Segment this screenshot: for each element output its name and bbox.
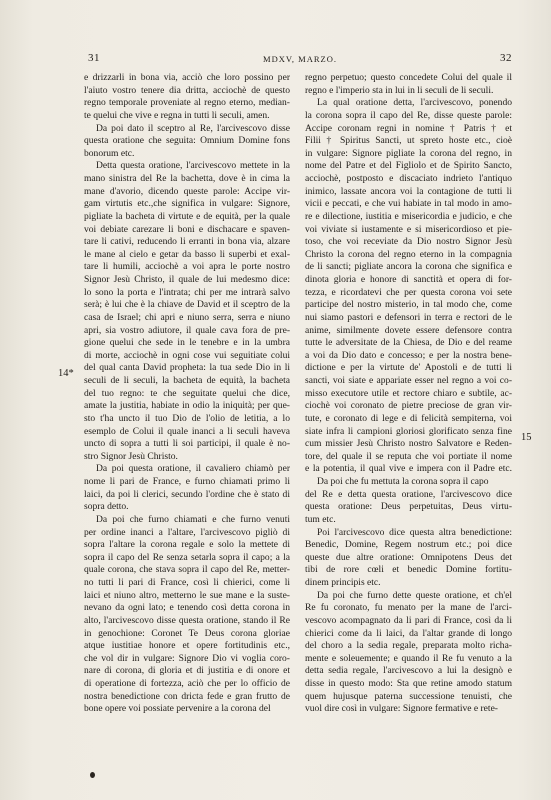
text-line: lo sono la porta e l'intrata; chi per me intrarà salvo bbox=[84, 286, 290, 298]
text-line: e drizzarli in bona via, acciò che loro possino per bbox=[84, 72, 290, 83]
text-line: mane d'avorio, dicendo queste parole: Accipe vir- bbox=[84, 185, 290, 197]
text-line: le mane al cielo e getar da basso li superbi et exal- bbox=[84, 248, 290, 260]
text-line: di operatione di fortezza, aciò che per lo officio de bbox=[84, 678, 290, 689]
text-line: pigliate la bacheta di virtute e de equità, per la quale bbox=[84, 210, 290, 222]
text-line: quale corona, che stava sopra il capo del Re, metter- bbox=[84, 564, 290, 576]
text-line: laici et niuno altro, metterno le sue mane e la suste- bbox=[84, 589, 290, 601]
text-line: tutte le adversitate de la Chiesa, de Dio e del reame bbox=[305, 337, 512, 349]
text-line: mente e soleuemente; e quando il Re fu venuto a la bbox=[305, 652, 512, 664]
text-line: tare li humili, acciochè a voi apra le porte nostro bbox=[84, 261, 290, 273]
text-line: amate la justitia, habiate in odio la iniquità; per que- bbox=[84, 400, 290, 412]
text-line: l'aiuto vostro tenere dia dritta, acciochè de questo bbox=[84, 84, 290, 96]
text-line: tum etc. bbox=[305, 513, 336, 525]
text-line: vuol dire così in vulgare: Signore fermative e rete- bbox=[305, 703, 498, 715]
text-line: per ordine inanci a l'altare, l'arcivescovo pigliò di bbox=[84, 526, 290, 538]
text-line: Da poi che fu mettuta la corona sopra il capo bbox=[317, 476, 489, 487]
text-line: nome li pari de France, e furno chiamati primo li bbox=[84, 476, 290, 487]
text-line: esemplo de Colui il quale inanci a li seculi haveva bbox=[84, 425, 290, 437]
text-line: mano sinistra del Re la bachetta, dove è in cima la bbox=[84, 173, 290, 184]
text-line: gam virtutis etc.,che significa in vulgare: Signore, bbox=[84, 198, 290, 210]
text-line: regno e l'imperio sta in lui in li seculi de li seculi. bbox=[305, 84, 494, 96]
text-line: Poi l'arcivescovo dice questa altra benedictione: bbox=[317, 526, 512, 538]
text-line: detta sedia regale, l'arcivescovo a lui la designò e bbox=[305, 665, 512, 677]
text-line: quem hujusque paterna successione tenuisti, che bbox=[305, 690, 512, 702]
text-line: che vol dir in vulgare: Signore Dio vi voglia coro- bbox=[84, 652, 290, 664]
text-line: nevano da ogni lato; e tenendo così detta corona in bbox=[84, 602, 290, 614]
text-line: no tutti li pari di France, così li chierici, come li bbox=[84, 577, 290, 588]
text-line: in genochione: Coronet Te Deus corona gloriae bbox=[84, 627, 290, 639]
page-number-left: 31 bbox=[88, 52, 100, 64]
text-line: in vulgare: Signore pigliate la corona del regno, in bbox=[305, 147, 512, 159]
margin-note-right: 15 bbox=[521, 432, 532, 443]
text-line: queste due altre oratione: Omnipotens Deus det bbox=[305, 551, 512, 563]
text-line: Re fu coronato, fu menato per la mane de l'arci- bbox=[305, 602, 512, 614]
text-line: Da poi che furno dette queste oratione, et ch'el bbox=[317, 589, 512, 601]
text-line: del choro a la sedia regale, preparata molto richa- bbox=[305, 640, 512, 652]
text-line: tare li cativi, reducendo li erranti in bona via, alzare bbox=[84, 236, 290, 248]
text-line: ciochè voi coronato de pietre preciose de gran vir- bbox=[305, 400, 512, 412]
text-line: bone opere voi possiate pervenire a la corona del bbox=[84, 703, 271, 715]
page-header bbox=[88, 52, 512, 66]
text-line: nui siamo pastori e defensori in terra e rectori de le bbox=[305, 311, 512, 323]
text-line: Christo la corona del regno eterno in la compagnia bbox=[305, 248, 512, 260]
text-line: del qual canta David propheta: la tua sede Dio in li bbox=[84, 362, 290, 374]
text-line: acciochè, postposto e discaciato indrieto l'antiquo bbox=[305, 173, 512, 184]
text-line: Da poi questa oratione, il cavaliero chiamò per bbox=[96, 463, 290, 475]
text-line: vescovo acompagnato da li pari di France, così da li bbox=[305, 614, 512, 626]
text-line: nostra benedictione con dricta fede e gran frutto de bbox=[84, 690, 290, 702]
text-line: toso, che voi receviate da Dio nostro Signor Jesù bbox=[305, 236, 512, 248]
text-line: di morte, acciochè in ogni cose vui seguitiate colui bbox=[84, 349, 290, 361]
left-text-column bbox=[84, 72, 290, 716]
text-line: nare di corona, di gloria et di justitia e di onore et bbox=[84, 665, 290, 677]
text-line: a voi da Dio dato e concesso; e per la nostra bene- bbox=[305, 349, 512, 361]
text-line: de li sancti; pigliate ancora la corona che significa e bbox=[305, 261, 512, 273]
text-line: siate infra li campioni gloriosi glorificato senza fine bbox=[305, 425, 512, 437]
text-line: casa de Israel; chi apri e niuno serra, serra e niuno bbox=[84, 311, 290, 323]
text-line: seculi de li seculi, la bacheta de equità, la bacheta bbox=[84, 375, 290, 386]
text-line: Accipe coronam regni in nomine † Patris † et bbox=[305, 122, 512, 134]
text-line: tute, e coronato di lege e di felicità sempiterna, voi bbox=[305, 412, 512, 424]
text-line: sto t'ha uncto il tuo Dio de l'olio de letitia, a lo bbox=[84, 412, 290, 424]
text-line: dictione e per la virtute de' Apostoli e de tutti li bbox=[305, 362, 512, 374]
text-line: Signor Jesù Christo, il quale de lui medesmo dice: bbox=[84, 274, 290, 285]
text-line: tibi de rore cœli et benedic Domine fortitu- bbox=[305, 564, 512, 576]
text-line: voi viviate si iustamente e si misericordioso et pie- bbox=[305, 223, 512, 235]
margin-note-left: 14* bbox=[58, 368, 74, 379]
text-line: Da poi che furno chiamati e che furno venuti bbox=[96, 513, 290, 525]
text-line: tezza, e ricordatevi che per questa corona voi sete bbox=[305, 286, 512, 298]
text-line: dinota gloria e honore di sanctità et opera di for- bbox=[305, 274, 512, 285]
page-number-right: 32 bbox=[500, 52, 512, 64]
text-line: regno temporale proveniate al regno eterno, median- bbox=[84, 97, 290, 109]
text-line: questa oratione: Deus perpetuitas, Deus virtu- bbox=[305, 501, 512, 513]
text-line: uncto di sopra a tutti li soi participi, il quale è no- bbox=[84, 438, 290, 450]
ink-speck bbox=[90, 772, 95, 778]
text-line: cum missier Jesù Christo nostro Salvatore e Reden- bbox=[305, 438, 512, 450]
text-line: inimico, lassate ancora voi la contagione de tutti li bbox=[305, 185, 512, 197]
text-line: alto, l'arcivescovo disse questa oratione, stando il Re bbox=[84, 614, 290, 626]
text-line: te quelui che vive e regna in tutti li seculi, amen. bbox=[84, 109, 270, 121]
text-line: anime, similmente dovete essere defensore contra bbox=[305, 324, 512, 336]
text-line: nome del Patre et del Figliolo et de Spirito Sancto, bbox=[305, 160, 512, 172]
text-line: disse in questo modo: Sta que retine amodo statum bbox=[305, 678, 512, 689]
text-line: vicii e peccati, e che vui habiate in tal modo in amo- bbox=[305, 198, 512, 210]
text-line: bonorum etc. bbox=[84, 147, 135, 159]
text-line: atque iustitiae honore et opere fortitudinis etc., bbox=[84, 640, 290, 652]
text-line: sopra l'altare la corona regale e solo la mettete di bbox=[84, 539, 290, 551]
text-line: re e dilectione, iustitia e misericordia e judicio, e che bbox=[305, 210, 512, 222]
text-line: La qual oratione detta, l'arcivescovo, ponendo bbox=[317, 97, 512, 109]
text-line: Benedic, Domine, Regem nostrum etc.; poi dice bbox=[305, 539, 512, 551]
text-line: Filii † Spiritus Sancti, ut spreto hoste etc., cioè bbox=[305, 135, 512, 147]
text-line: Da poi dato il sceptro al Re, l'arcivescovo disse bbox=[96, 122, 290, 134]
text-line: e la potentia, il qual vive e impera con il Padre etc. bbox=[305, 463, 512, 475]
text-line: dinem principis etc. bbox=[305, 577, 381, 588]
text-line: la corona sopra il capo del Re, disse queste parole: bbox=[305, 109, 512, 121]
text-line: voi debiate carezare li boni e dischacare e spaven- bbox=[84, 223, 290, 235]
text-line: chierici come da li laici, da l'altar grande di longo bbox=[305, 627, 512, 639]
right-text-column bbox=[305, 72, 512, 716]
text-line: del Re e detta questa oratione, l'arcivescovo dice bbox=[305, 488, 512, 500]
text-line: del tuo regno: te che seguitate quelui che dice, bbox=[84, 387, 290, 399]
text-line: sancti, voi siate e appariate esser nel regno a voi co- bbox=[305, 375, 512, 386]
text-line: misso executore utile et rectore chiaro e subtile, ac- bbox=[305, 387, 512, 399]
text-line: laici, da poi li clerici, secundo l'ordine che è stato di bbox=[84, 488, 290, 500]
text-line: apri, sia vostro adiutore, il quale cava fora de pre- bbox=[84, 324, 290, 336]
text-line: questa oratione che seguita: Omnium Domine fons bbox=[84, 135, 290, 147]
text-line: regno perpetuo; questo concedete Colui del quale il bbox=[305, 72, 512, 83]
text-line: tore, del quale il se reputa che voi portiate il nome bbox=[305, 450, 512, 462]
text-line: stro Signor Jesù Christo. bbox=[84, 450, 178, 462]
text-line: serà; è lui che è la chiave de David et il sceptro de la bbox=[84, 299, 290, 311]
text-line: Detta questa oratione, l'arcivescovo mettete in la bbox=[96, 160, 290, 172]
text-line: participe del nostro misterio, in tal modo che, come bbox=[305, 299, 512, 311]
running-title: MDXV, MARZO. bbox=[263, 54, 337, 64]
text-line: gione quelui che sede in le tenebre e in la umbra bbox=[84, 337, 290, 349]
text-line: sopra detto. bbox=[84, 501, 129, 513]
text-line: sopra il capo del Re senza setarla sopra il capo; a la bbox=[84, 551, 290, 563]
